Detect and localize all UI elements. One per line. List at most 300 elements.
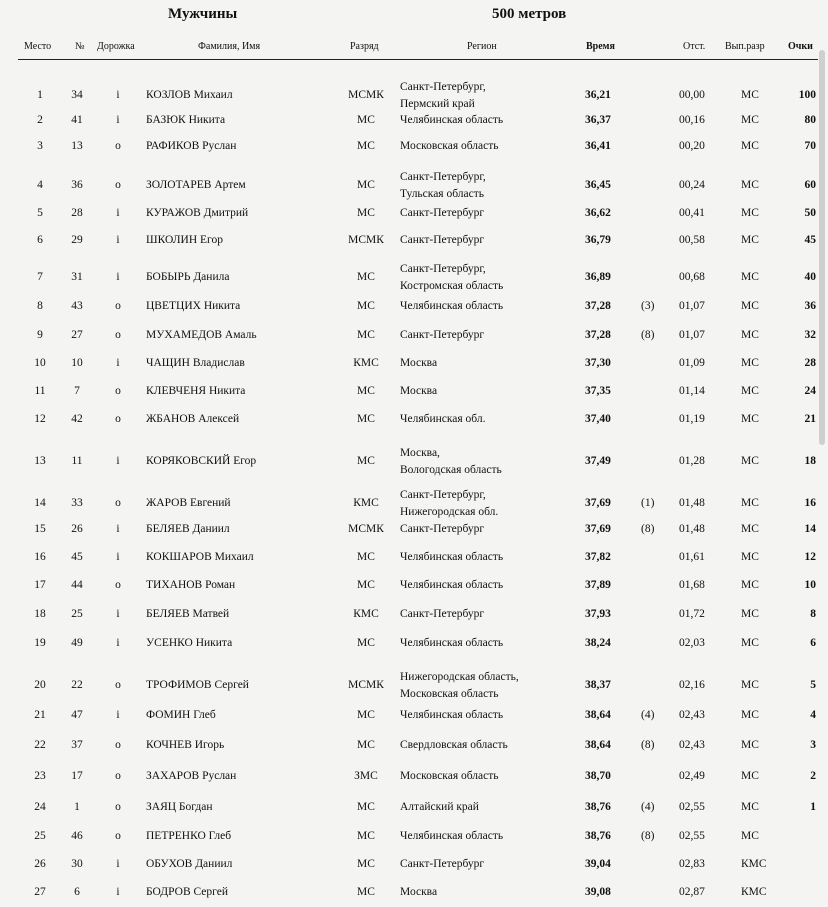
cell-note: (8) [641,739,655,751]
cell-name: КОЗЛОВ Михаил [146,89,233,101]
cell-place: 9 [37,329,43,341]
region-line: Костромская область [400,280,504,292]
cell-time: 38,64 [585,739,611,751]
cell-gap: 02,43 [679,739,705,751]
cell-points: 60 [804,179,816,191]
cell-points: 10 [804,579,816,591]
region-line: Санкт-Петербург, [400,171,486,183]
cell-place: 23 [34,770,46,782]
cell-rank: МСМК [348,523,384,535]
cell-note: (8) [641,329,655,341]
cell-place: 21 [34,709,46,721]
cell-points: 21 [804,413,816,425]
cell-name: КУРАЖОВ Дмитрий [146,207,249,219]
cell-region [400,522,484,536]
cell-num: 22 [71,679,83,691]
cell-num: 13 [71,140,83,152]
cell-rank: МС [357,207,375,219]
col-place: Место [24,41,52,52]
cell-rank: МС [357,801,375,813]
cell-time: 37,69 [585,523,611,535]
cell-lane: i [116,89,120,101]
cell-gap: 00,00 [679,89,705,101]
cell-region [400,356,437,370]
cell-region [400,708,503,722]
cell-lane: i [116,886,120,898]
cell-lane: i [116,608,120,620]
cell-time: 38,76 [585,830,611,842]
cell-place: 10 [34,357,46,369]
cell-lane: i [116,455,120,467]
cell-points: 36 [804,300,816,312]
cell-time: 37,89 [585,579,611,591]
cell-lane: i [116,637,120,649]
cell-achieved: МС [741,608,759,620]
cell-name: ЗАЯЦ Богдан [146,801,213,813]
cell-place: 15 [34,523,46,535]
cell-name: ЗАХАРОВ Руслан [146,770,237,782]
cell-name: ФОМИН Глеб [146,709,216,721]
cell-rank: МС [357,637,375,649]
cell-lane: i [116,114,120,126]
cell-region [400,769,499,783]
cell-lane: i [116,858,120,870]
cell-time: 37,28 [585,329,611,341]
cell-gap: 02,55 [679,801,705,813]
region-line: Тульская область [400,188,484,200]
cell-lane: o [115,830,121,842]
cell-region [400,607,484,621]
cell-time: 36,37 [585,114,611,126]
cell-name: БЕЛЯЕВ Матвей [146,608,230,620]
cell-region [400,669,519,703]
cell-num: 26 [71,523,83,535]
cell-gap: 01,48 [679,497,705,509]
cell-achieved: МС [741,709,759,721]
cell-name: УСЕНКО Никита [146,637,233,649]
cell-num: 36 [71,179,83,191]
cell-region [400,299,503,313]
cell-achieved: МС [741,207,759,219]
cell-num: 42 [71,413,83,425]
cell-name: МУХАМЕДОВ Амаль [146,329,257,341]
region-line: Челябинская область [400,830,504,842]
cell-rank: МС [357,455,375,467]
cell-num: 28 [71,207,83,219]
cell-rank: МСМК [348,89,384,101]
cell-name: КЛЕВЧЕНЯ Никита [146,385,246,397]
cell-achieved: МС [741,271,759,283]
cell-points: 40 [804,271,816,283]
cell-place: 17 [34,579,46,591]
cell-num: 46 [71,830,83,842]
cell-gap: 02,43 [679,709,705,721]
region-line: Челябинская область [400,551,504,563]
cell-place: 27 [34,886,46,898]
cell-place: 3 [37,140,43,152]
cell-time: 37,69 [585,497,611,509]
column-headers [0,41,828,57]
cell-points: 100 [798,89,816,101]
cell-place: 22 [34,739,46,751]
cell-num: 27 [71,329,83,341]
cell-rank: МС [357,114,375,126]
cell-points: 5 [810,679,816,691]
cell-points: 8 [810,608,816,620]
cell-achieved: МС [741,300,759,312]
region-line: Челябинская область [400,637,504,649]
cell-place: 8 [37,300,43,312]
region-line: Вологодская область [400,464,502,476]
cell-name: ОБУХОВ Даниил [146,858,233,870]
cell-place: 19 [34,637,46,649]
cell-place: 7 [37,271,43,283]
cell-time: 37,82 [585,551,611,563]
cell-place: 13 [34,455,46,467]
cell-time: 37,40 [585,413,611,425]
cell-achieved: МС [741,579,759,591]
cell-num: 37 [71,739,83,751]
cell-gap: 02,87 [679,886,705,898]
cell-place: 26 [34,858,46,870]
cell-name: ТРОФИМОВ Сергей [146,679,249,691]
cell-rank: МСМК [348,234,384,246]
cell-points: 1 [810,801,816,813]
cell-points: 70 [804,140,816,152]
cell-lane: i [116,523,120,535]
cell-gap: 01,48 [679,523,705,535]
cell-place: 11 [34,385,46,397]
cell-gap: 01,07 [679,329,705,341]
cell-num: 43 [71,300,83,312]
cell-place: 16 [34,551,46,563]
cell-achieved: КМС [741,886,767,898]
cell-rank: ЗМС [354,770,378,782]
col-points: Очки [788,41,813,52]
cell-lane: o [115,739,121,751]
cell-time: 39,08 [585,886,611,898]
col-lane: Дорожка [97,41,135,52]
cell-gap: 00,41 [679,207,705,219]
cell-lane: o [115,497,121,509]
cell-achieved: МС [741,385,759,397]
cell-rank: МС [357,579,375,591]
cell-place: 4 [37,179,43,191]
cell-points: 2 [810,770,816,782]
region-line: Московская область [400,688,499,700]
cell-region [400,169,486,203]
cell-achieved: МС [741,523,759,535]
cell-time: 36,89 [585,271,611,283]
cell-region [400,487,498,521]
cell-achieved: МС [741,357,759,369]
cell-num: 41 [71,114,83,126]
cell-num: 47 [71,709,83,721]
cell-place: 14 [34,497,46,509]
cell-region [400,206,484,220]
cell-note: (8) [641,830,655,842]
cell-achieved: МС [741,551,759,563]
cell-region [400,857,484,871]
cell-rank: МС [357,551,375,563]
cell-num: 29 [71,234,83,246]
cell-lane: i [116,234,120,246]
cell-place: 12 [34,413,46,425]
cell-achieved: МС [741,455,759,467]
cell-rank: КМС [353,497,379,509]
cell-name: КОРЯКОВСКИЙ Егор [146,455,257,467]
region-line: Санкт-Петербург [400,207,485,219]
cell-name: ШКОЛИН Егор [146,234,223,246]
cell-name: ЦВЕТЦИХ Никита [146,300,241,312]
cell-region [400,79,486,113]
cell-points: 16 [804,497,816,509]
col-number: № [75,41,85,52]
col-gap: Отст. [683,41,706,52]
cell-name: ЖБАНОВ Алексей [146,413,240,425]
region-line: Челябинская область [400,579,504,591]
cell-lane: o [115,579,121,591]
cell-time: 38,64 [585,709,611,721]
region-line: Челябинская область [400,114,504,126]
cell-place: 1 [37,89,43,101]
distance-title: 500 метров [492,6,567,22]
cell-name: БОДРОВ Сергей [146,886,228,898]
cell-region [400,445,502,479]
cell-achieved: МС [741,801,759,813]
region-line: Санкт-Петербург, [400,81,486,93]
cell-achieved: МС [741,140,759,152]
cell-name: БЕЛЯЕВ Даниил [146,523,230,535]
cell-time: 37,35 [585,385,611,397]
cell-name: РАФИКОВ Руслан [146,140,237,152]
region-line: Челябинская область [400,709,504,721]
cell-rank: МС [357,140,375,152]
region-line: Санкт-Петербург [400,523,485,535]
cell-num: 31 [71,271,83,283]
cell-achieved: МС [741,413,759,425]
cell-rank: МС [357,385,375,397]
cell-lane: o [115,179,121,191]
cell-region [400,412,485,426]
cell-gap: 02,16 [679,679,705,691]
cell-name: ЗОЛОТАРЕВ Артем [146,179,246,191]
cell-note: (4) [641,801,655,813]
cell-points: 28 [804,357,816,369]
cell-num: 49 [71,637,83,649]
cell-achieved: МС [741,179,759,191]
cell-place: 20 [34,679,46,691]
region-line: Нижегородская область, [400,671,519,683]
region-line: Свердловская область [400,739,508,751]
cell-points: 80 [804,114,816,126]
cell-achieved: МС [741,679,759,691]
col-name: Фамилия, Имя [198,41,261,52]
cell-name: КОЧНЕВ Игорь [146,739,225,751]
scrollbar[interactable] [819,50,825,445]
cell-lane: o [115,801,121,813]
cell-name: ЧАЩИН Владислав [146,357,245,369]
cell-gap: 01,09 [679,357,705,369]
cell-points: 45 [804,234,816,246]
cell-region [400,328,484,342]
region-line: Санкт-Петербург [400,608,485,620]
cell-region [400,113,503,127]
region-line: Санкт-Петербург, [400,263,486,275]
cell-gap: 02,55 [679,830,705,842]
cell-region [400,738,508,752]
cell-rank: МС [357,179,375,191]
gender-title: Мужчины [168,6,238,22]
cell-rank: МС [357,413,375,425]
cell-achieved: МС [741,114,759,126]
region-line: Челябинская область [400,300,504,312]
cell-lane: o [115,140,121,152]
cell-lane: o [115,385,121,397]
cell-note: (1) [641,497,655,509]
cell-gap: 00,58 [679,234,705,246]
region-line: Челябинская обл. [400,413,486,425]
cell-time: 36,79 [585,234,611,246]
cell-gap: 01,19 [679,413,705,425]
region-line: Алтайский край [400,801,479,813]
cell-region [400,139,499,153]
cell-gap: 02,83 [679,858,705,870]
cell-time: 37,49 [585,455,611,467]
cell-note: (3) [641,300,655,312]
cell-num: 6 [74,886,80,898]
cell-name: БАЗЮК Никита [146,114,226,126]
region-line: Санкт-Петербург [400,329,485,341]
cell-num: 34 [71,89,83,101]
cell-time: 36,45 [585,179,611,191]
cell-points: 18 [804,455,816,467]
region-line: Санкт-Петербург, [400,489,486,501]
cell-num: 33 [71,497,83,509]
cell-achieved: МС [741,770,759,782]
cell-points: 24 [804,385,816,397]
cell-points: 12 [804,551,816,563]
cell-lane: i [116,709,120,721]
cell-region [400,885,437,899]
cell-points: 4 [810,709,816,721]
cell-gap: 01,14 [679,385,705,397]
cell-num: 1 [74,801,80,813]
cell-num: 10 [71,357,83,369]
cell-rank: МС [357,300,375,312]
cell-points: 14 [804,523,816,535]
cell-place: 25 [34,830,46,842]
cell-achieved: МС [741,637,759,649]
cell-lane: i [116,207,120,219]
cell-num: 11 [71,455,83,467]
cell-points: 3 [810,739,816,751]
region-line: Нижегородская обл. [400,506,499,518]
cell-achieved: МС [741,329,759,341]
cell-achieved: МС [741,497,759,509]
cell-rank: КМС [353,608,379,620]
cell-rank: МС [357,830,375,842]
region-line: Пермский край [400,98,475,110]
cell-lane: o [115,413,121,425]
cell-lane: i [116,271,120,283]
cell-rank: МС [357,886,375,898]
col-achieved: Вып.разр [725,41,765,52]
cell-gap: 01,61 [679,551,705,563]
cell-achieved: МС [741,830,759,842]
cell-time: 36,62 [585,207,611,219]
cell-lane: o [115,679,121,691]
region-line: Москва [400,385,438,397]
col-region: Регион [467,41,497,52]
region-line: Московская область [400,770,499,782]
cell-time: 38,76 [585,801,611,813]
cell-lane: o [115,770,121,782]
cell-num: 25 [71,608,83,620]
cell-num: 30 [71,858,83,870]
cell-rank: МС [357,858,375,870]
region-line: Москва [400,357,438,369]
cell-time: 36,41 [585,140,611,152]
region-line: Москва [400,886,438,898]
cell-rank: МС [357,329,375,341]
region-line: Москва, [400,447,440,459]
cell-name: БОБЫРЬ Данила [146,271,230,283]
cell-gap: 01,28 [679,455,705,467]
cell-time: 37,28 [585,300,611,312]
cell-place: 5 [37,207,43,219]
cell-gap: 00,68 [679,271,705,283]
cell-region [400,636,503,650]
cell-achieved: МС [741,89,759,101]
cell-rank: КМС [353,357,379,369]
cell-gap: 02,03 [679,637,705,649]
cell-points: 50 [804,207,816,219]
cell-region [400,578,503,592]
cell-achieved: КМС [741,858,767,870]
cell-rank: МС [357,739,375,751]
cell-rank: МСМК [348,679,384,691]
cell-place: 18 [34,608,46,620]
cell-gap: 02,49 [679,770,705,782]
cell-lane: i [116,357,120,369]
cell-name: ПЕТРЕНКО Глеб [146,830,232,842]
cell-achieved: МС [741,739,759,751]
cell-name: ЖАРОВ Евгений [146,497,231,509]
cell-region [400,233,484,247]
region-line: Санкт-Петербург [400,234,485,246]
cell-region [400,261,503,295]
cell-gap: 00,16 [679,114,705,126]
header-divider [18,59,818,60]
cell-time: 38,24 [585,637,611,649]
cell-time: 39,04 [585,858,611,870]
cell-region [400,829,503,843]
cell-place: 2 [37,114,43,126]
col-time: Время [586,41,615,52]
cell-note: (8) [641,523,655,535]
region-line: Московская область [400,140,499,152]
cell-region [400,384,437,398]
cell-gap: 00,24 [679,179,705,191]
cell-place: 24 [34,801,46,813]
cell-time: 38,70 [585,770,611,782]
cell-gap: 01,68 [679,579,705,591]
cell-name: ТИХАНОВ Роман [146,579,236,591]
cell-time: 37,30 [585,357,611,369]
cell-time: 38,37 [585,679,611,691]
region-line: Санкт-Петербург [400,858,485,870]
